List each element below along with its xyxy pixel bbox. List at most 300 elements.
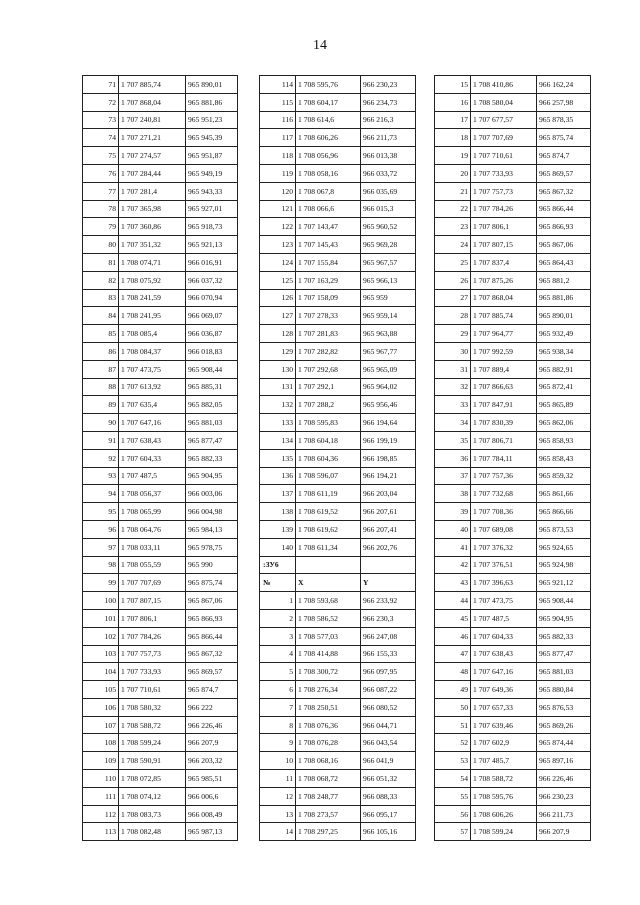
x-coordinate-cell: 1 707 847,91 — [471, 396, 537, 414]
point-number-cell: 99 — [83, 574, 119, 592]
y-coordinate-cell: 965 908,44 — [186, 360, 238, 378]
y-coordinate-cell: 966 247,08 — [361, 627, 416, 645]
page-number: 14 — [313, 38, 327, 53]
x-coordinate-cell: 1 707 710,61 — [471, 147, 537, 165]
table-row — [260, 93, 416, 111]
table-row — [260, 271, 416, 289]
table-row — [260, 609, 416, 627]
table-row — [435, 164, 591, 182]
x-coordinate-cell: 1 707 396,63 — [471, 574, 537, 592]
table-row — [83, 218, 238, 236]
table-row — [260, 645, 416, 663]
point-number-cell: 116 — [260, 111, 296, 129]
x-coordinate-cell: 1 707 360,86 — [119, 218, 186, 236]
y-coordinate-cell: 965 858,93 — [537, 431, 591, 449]
y-coordinate-cell: 965 867,06 — [186, 592, 238, 610]
point-number-cell: 51 — [435, 716, 471, 734]
y-coordinate-cell: Y — [361, 574, 416, 592]
table-row — [435, 431, 591, 449]
table-row — [260, 147, 416, 165]
x-coordinate-cell: 1 707 875,26 — [471, 271, 537, 289]
point-number-cell: 87 — [83, 360, 119, 378]
y-coordinate-cell: 965 921,13 — [186, 236, 238, 254]
table-row — [435, 716, 591, 734]
table-row — [435, 752, 591, 770]
table-row — [435, 200, 591, 218]
y-coordinate-cell: 966 211,73 — [537, 805, 591, 823]
x-coordinate-cell: 1 708 410,86 — [471, 76, 537, 94]
x-coordinate-cell: 1 708 593,68 — [296, 592, 361, 610]
point-number-cell: 55 — [435, 787, 471, 805]
point-number-cell: 128 — [260, 325, 296, 343]
table-row — [260, 752, 416, 770]
point-number-cell: 17 — [435, 111, 471, 129]
x-coordinate-cell: 1 707 784,26 — [119, 627, 186, 645]
y-coordinate-cell: 965 959 — [361, 289, 416, 307]
table-row — [435, 681, 591, 699]
table-row — [260, 538, 416, 556]
point-number-cell: 89 — [83, 396, 119, 414]
point-number-cell: 72 — [83, 93, 119, 111]
table-row — [435, 770, 591, 788]
point-number-cell: 112 — [83, 805, 119, 823]
x-coordinate-cell: 1 707 351,32 — [119, 236, 186, 254]
point-number-cell: 18 — [435, 129, 471, 147]
y-coordinate-cell: 966 198,85 — [361, 449, 416, 467]
x-coordinate-cell: 1 708 083,73 — [119, 805, 186, 823]
table-row — [435, 698, 591, 716]
table-row — [435, 503, 591, 521]
y-coordinate-cell: 966 222 — [186, 698, 238, 716]
y-coordinate-cell: 965 881,03 — [186, 414, 238, 432]
x-coordinate-cell: 1 708 588,72 — [119, 716, 186, 734]
table-row — [83, 253, 238, 271]
y-coordinate-cell: 965 882,33 — [537, 627, 591, 645]
table-row — [260, 485, 416, 503]
y-coordinate-cell: 966 043,54 — [361, 734, 416, 752]
table-row — [435, 307, 591, 325]
point-number-cell: 22 — [435, 200, 471, 218]
table-row — [83, 609, 238, 627]
x-coordinate-cell: 1 708 056,96 — [296, 147, 361, 165]
x-coordinate-cell: 1 708 590,91 — [119, 752, 186, 770]
x-coordinate-cell: 1 708 604,17 — [296, 93, 361, 111]
table-row — [260, 431, 416, 449]
table-row — [435, 627, 591, 645]
table-row — [260, 200, 416, 218]
point-number-cell: 78 — [83, 200, 119, 218]
point-number-cell: 9 — [260, 734, 296, 752]
point-number-cell: 96 — [83, 520, 119, 538]
point-number-cell: 74 — [83, 129, 119, 147]
x-coordinate-cell: 1 707 649,36 — [471, 681, 537, 699]
x-coordinate-cell: 1 707 288,2 — [296, 396, 361, 414]
point-number-cell: 82 — [83, 271, 119, 289]
table-row — [83, 574, 238, 592]
point-number-cell: 98 — [83, 556, 119, 574]
y-coordinate-cell: 965 984,13 — [186, 520, 238, 538]
point-number-cell: 91 — [83, 431, 119, 449]
y-coordinate-cell: 966 013,38 — [361, 147, 416, 165]
x-coordinate-cell: 1 708 586,52 — [296, 609, 361, 627]
point-number-cell: 48 — [435, 663, 471, 681]
x-coordinate-cell: 1 707 155,84 — [296, 253, 361, 271]
y-coordinate-cell: 966 006,6 — [186, 787, 238, 805]
table-row — [260, 396, 416, 414]
y-coordinate-cell: 965 875,74 — [186, 574, 238, 592]
point-number-cell: 36 — [435, 449, 471, 467]
point-number-cell: 85 — [83, 325, 119, 343]
y-coordinate-cell: 965 864,43 — [537, 253, 591, 271]
point-number-cell: 26 — [435, 271, 471, 289]
y-coordinate-cell: 965 869,57 — [537, 164, 591, 182]
table-row — [83, 342, 238, 360]
point-number-cell: 6 — [260, 681, 296, 699]
table-row — [83, 734, 238, 752]
table-row — [435, 129, 591, 147]
y-coordinate-cell: 966 226,46 — [186, 716, 238, 734]
y-coordinate-cell: 966 155,33 — [361, 645, 416, 663]
point-number-cell: 27 — [435, 289, 471, 307]
y-coordinate-cell: 965 881,86 — [186, 93, 238, 111]
point-number-cell: 37 — [435, 467, 471, 485]
point-number-cell: 39 — [435, 503, 471, 521]
x-coordinate-cell: 1 707 784,26 — [471, 200, 537, 218]
point-number-cell: 106 — [83, 698, 119, 716]
point-number-cell: 139 — [260, 520, 296, 538]
x-coordinate-cell: 1 708 611,34 — [296, 538, 361, 556]
point-number-cell: 16 — [435, 93, 471, 111]
x-coordinate-cell: 1 708 033,11 — [119, 538, 186, 556]
table-row — [83, 716, 238, 734]
point-number-cell: 105 — [83, 681, 119, 699]
x-coordinate-cell: 1 707 885,74 — [471, 307, 537, 325]
table-row — [83, 449, 238, 467]
y-coordinate-cell: 966 097,95 — [361, 663, 416, 681]
y-coordinate-cell: 965 882,05 — [186, 396, 238, 414]
x-coordinate-cell: 1 707 708,36 — [471, 503, 537, 521]
y-coordinate-cell: 965 897,16 — [537, 752, 591, 770]
table-row — [83, 236, 238, 254]
y-coordinate-cell: 966 257,98 — [537, 93, 591, 111]
x-coordinate-cell: 1 707 868,04 — [119, 93, 186, 111]
x-coordinate-cell: 1 708 414,88 — [296, 645, 361, 663]
x-coordinate-cell: 1 707 281,4 — [119, 182, 186, 200]
y-coordinate-cell: 966 041,9 — [361, 752, 416, 770]
point-number-cell: 42 — [435, 556, 471, 574]
x-coordinate-cell: 1 708 068,16 — [296, 752, 361, 770]
y-coordinate-cell: 966 234,73 — [361, 93, 416, 111]
table-row — [260, 503, 416, 521]
table-row — [260, 76, 416, 94]
y-coordinate-cell: 965 885,31 — [186, 378, 238, 396]
table-row — [83, 289, 238, 307]
y-coordinate-cell: 965 918,73 — [186, 218, 238, 236]
x-coordinate-cell: 1 708 075,92 — [119, 271, 186, 289]
point-number-cell: 107 — [83, 716, 119, 734]
y-coordinate-cell: 965 956,46 — [361, 396, 416, 414]
point-number-cell: 5 — [260, 663, 296, 681]
y-coordinate-cell: 965 978,75 — [186, 538, 238, 556]
point-number-cell: 132 — [260, 396, 296, 414]
point-number-cell: 46 — [435, 627, 471, 645]
y-coordinate-cell: 965 866,66 — [537, 503, 591, 521]
table-row — [83, 147, 238, 165]
point-number-cell: 30 — [435, 342, 471, 360]
x-coordinate-cell: 1 708 580,32 — [119, 698, 186, 716]
x-coordinate-cell: 1 708 084,37 — [119, 342, 186, 360]
point-number-cell: 92 — [83, 449, 119, 467]
table-row — [435, 342, 591, 360]
y-coordinate-cell: 966 194,64 — [361, 414, 416, 432]
y-coordinate-cell: 965 963,88 — [361, 325, 416, 343]
y-coordinate-cell: 965 904,95 — [537, 609, 591, 627]
x-coordinate-cell: 1 707 602,9 — [471, 734, 537, 752]
point-number-cell: 19 — [435, 147, 471, 165]
y-coordinate-cell: 965 866,93 — [186, 609, 238, 627]
x-coordinate-cell: 1 707 271,21 — [119, 129, 186, 147]
point-number-cell: 15 — [435, 76, 471, 94]
table-row — [83, 556, 238, 574]
y-coordinate-cell: 965 866,44 — [186, 627, 238, 645]
point-number-cell: 97 — [83, 538, 119, 556]
table-row — [83, 467, 238, 485]
table-row — [260, 414, 416, 432]
x-coordinate-cell: 1 707 604,33 — [471, 627, 537, 645]
x-coordinate-cell: 1 707 473,75 — [471, 592, 537, 610]
point-number-cell: 20 — [435, 164, 471, 182]
point-number-cell: 133 — [260, 414, 296, 432]
y-coordinate-cell: 966 207,9 — [537, 823, 591, 841]
y-coordinate-cell: 965 938,34 — [537, 342, 591, 360]
table-row — [83, 76, 238, 94]
x-coordinate-cell: 1 707 964,77 — [471, 325, 537, 343]
table-row — [83, 787, 238, 805]
table-row — [435, 396, 591, 414]
point-number-cell: 1 — [260, 592, 296, 610]
table-row — [435, 787, 591, 805]
y-coordinate-cell: 965 969,28 — [361, 236, 416, 254]
point-number-cell: 111 — [83, 787, 119, 805]
x-coordinate-cell: 1 707 807,15 — [119, 592, 186, 610]
y-coordinate-cell: 965 959,14 — [361, 307, 416, 325]
y-coordinate-cell: 965 858,43 — [537, 449, 591, 467]
table-row — [260, 164, 416, 182]
x-coordinate-cell: 1 707 292,68 — [296, 360, 361, 378]
point-number-cell: 102 — [83, 627, 119, 645]
table-row — [260, 467, 416, 485]
y-coordinate-cell: 965 967,57 — [361, 253, 416, 271]
point-number-cell: 95 — [83, 503, 119, 521]
point-number-cell: 123 — [260, 236, 296, 254]
x-coordinate-cell: 1 708 065,99 — [119, 503, 186, 521]
x-coordinate-cell: 1 707 889,4 — [471, 360, 537, 378]
point-number-cell: 127 — [260, 307, 296, 325]
table-row — [435, 467, 591, 485]
table-row — [83, 164, 238, 182]
x-coordinate-cell: 1 708 297,25 — [296, 823, 361, 841]
table-row — [83, 627, 238, 645]
y-coordinate-cell: 965 990 — [186, 556, 238, 574]
point-number-cell: 50 — [435, 698, 471, 716]
coordinates-table-2 — [259, 75, 416, 841]
point-number-cell: 134 — [260, 431, 296, 449]
table-row — [260, 253, 416, 271]
x-coordinate-cell: 1 707 732,68 — [471, 485, 537, 503]
point-number-cell: 130 — [260, 360, 296, 378]
x-coordinate-cell: 1 707 647,16 — [119, 414, 186, 432]
point-number-cell: 83 — [83, 289, 119, 307]
table-row — [83, 663, 238, 681]
x-coordinate-cell: 1 708 066,6 — [296, 200, 361, 218]
y-coordinate-cell: 965 874,7 — [537, 147, 591, 165]
y-coordinate-cell: 966 207,9 — [186, 734, 238, 752]
x-coordinate-cell: 1 707 710,61 — [119, 681, 186, 699]
y-coordinate-cell: 966 230,23 — [361, 76, 416, 94]
y-coordinate-cell: 965 924,98 — [537, 556, 591, 574]
table-row — [435, 147, 591, 165]
table-row — [260, 681, 416, 699]
y-coordinate-cell: 966 233,92 — [361, 592, 416, 610]
x-coordinate-cell: 1 707 284,44 — [119, 164, 186, 182]
table-row — [83, 182, 238, 200]
table-row — [260, 787, 416, 805]
table-row — [435, 76, 591, 94]
table-row — [260, 111, 416, 129]
table-row — [435, 805, 591, 823]
point-number-cell: 120 — [260, 182, 296, 200]
y-coordinate-cell: 965 869,57 — [186, 663, 238, 681]
x-coordinate-cell: 1 708 056,37 — [119, 485, 186, 503]
y-coordinate-cell: 966 080,52 — [361, 698, 416, 716]
point-number-cell: 93 — [83, 467, 119, 485]
table-row — [83, 681, 238, 699]
table-row — [435, 556, 591, 574]
y-coordinate-cell: 966 004,98 — [186, 503, 238, 521]
x-coordinate-cell: 1 708 250,51 — [296, 698, 361, 716]
point-number-cell: 8 — [260, 716, 296, 734]
y-coordinate-cell: 965 881,2 — [537, 271, 591, 289]
table-row — [435, 218, 591, 236]
point-number-cell: 76 — [83, 164, 119, 182]
point-number-cell: 117 — [260, 129, 296, 147]
table-row — [83, 592, 238, 610]
y-coordinate-cell: 966 069,07 — [186, 307, 238, 325]
table-row — [435, 360, 591, 378]
y-coordinate-cell: 965 866,93 — [537, 218, 591, 236]
table-row — [260, 823, 416, 841]
y-coordinate-cell: 966 003,06 — [186, 485, 238, 503]
y-coordinate-cell: 966 037,32 — [186, 271, 238, 289]
x-coordinate-cell: 1 708 074,71 — [119, 253, 186, 271]
point-number-cell: 40 — [435, 520, 471, 538]
table-row — [435, 236, 591, 254]
x-coordinate-cell: 1 707 807,15 — [471, 236, 537, 254]
x-coordinate-cell: 1 708 076,36 — [296, 716, 361, 734]
x-coordinate-cell: 1 707 689,08 — [471, 520, 537, 538]
table-row — [83, 503, 238, 521]
y-coordinate-cell: 966 202,76 — [361, 538, 416, 556]
x-coordinate-cell: 1 707 992,59 — [471, 342, 537, 360]
x-coordinate-cell: 1 708 606,26 — [471, 805, 537, 823]
x-coordinate-cell: 1 707 866,63 — [471, 378, 537, 396]
table-row — [83, 378, 238, 396]
x-coordinate-cell: 1 708 300,72 — [296, 663, 361, 681]
table-row — [83, 538, 238, 556]
point-number-cell: 28 — [435, 307, 471, 325]
point-number-cell: 35 — [435, 431, 471, 449]
table-row — [260, 663, 416, 681]
point-number-cell: 29 — [435, 325, 471, 343]
y-coordinate-cell: 965 882,33 — [186, 449, 238, 467]
table-row — [83, 645, 238, 663]
x-coordinate-cell: 1 707 473,75 — [119, 360, 186, 378]
y-coordinate-cell: 965 881,03 — [537, 663, 591, 681]
table-row — [83, 271, 238, 289]
point-number-cell: 122 — [260, 218, 296, 236]
table-row — [83, 485, 238, 503]
x-coordinate-cell: 1 708 074,12 — [119, 787, 186, 805]
point-number-cell: 75 — [83, 147, 119, 165]
point-number-cell: 103 — [83, 645, 119, 663]
point-number-cell: 80 — [83, 236, 119, 254]
point-number-cell: 104 — [83, 663, 119, 681]
x-coordinate-cell: 1 708 276,34 — [296, 681, 361, 699]
coordinates-table-1 — [82, 75, 238, 841]
point-number-cell: 121 — [260, 200, 296, 218]
table-row — [83, 431, 238, 449]
y-coordinate-cell: 965 876,53 — [537, 698, 591, 716]
x-coordinate-cell: 1 707 376,51 — [471, 556, 537, 574]
x-coordinate-cell: 1 707 613,92 — [119, 378, 186, 396]
point-number-cell: 13 — [260, 805, 296, 823]
table-row — [435, 182, 591, 200]
y-coordinate-cell: 965 869,26 — [537, 716, 591, 734]
point-number-cell: 81 — [83, 253, 119, 271]
x-coordinate-cell: 1 707 806,1 — [119, 609, 186, 627]
point-number-cell: 4 — [260, 645, 296, 663]
y-coordinate-cell: 966 226,46 — [537, 770, 591, 788]
x-coordinate-cell: 1 707 885,74 — [119, 76, 186, 94]
x-coordinate-cell: 1 707 143,47 — [296, 218, 361, 236]
section-label-row — [260, 556, 416, 574]
table-row — [435, 823, 591, 841]
x-coordinate-cell: 1 708 055,59 — [119, 556, 186, 574]
x-coordinate-cell: 1 707 282,82 — [296, 342, 361, 360]
table-row — [435, 414, 591, 432]
x-coordinate-cell: 1 707 274,57 — [119, 147, 186, 165]
x-coordinate-cell: 1 707 376,32 — [471, 538, 537, 556]
table-row — [260, 236, 416, 254]
x-coordinate-cell: 1 708 082,48 — [119, 823, 186, 841]
point-number-cell: 11 — [260, 770, 296, 788]
point-number-cell: 54 — [435, 770, 471, 788]
x-coordinate-cell: 1 708 241,95 — [119, 307, 186, 325]
table-row — [83, 111, 238, 129]
table-row — [435, 734, 591, 752]
x-coordinate-cell: 1 707 365,98 — [119, 200, 186, 218]
y-coordinate-cell: 966 203,04 — [361, 485, 416, 503]
x-coordinate-cell: 1 707 757,73 — [119, 645, 186, 663]
table-row — [435, 592, 591, 610]
point-number-cell: 52 — [435, 734, 471, 752]
table-row — [435, 93, 591, 111]
point-number-cell: 34 — [435, 414, 471, 432]
y-coordinate-cell: 966 207,61 — [361, 503, 416, 521]
y-coordinate-cell: 965 867,06 — [537, 236, 591, 254]
point-number-cell: 31 — [435, 360, 471, 378]
y-coordinate-cell: 965 951,87 — [186, 147, 238, 165]
